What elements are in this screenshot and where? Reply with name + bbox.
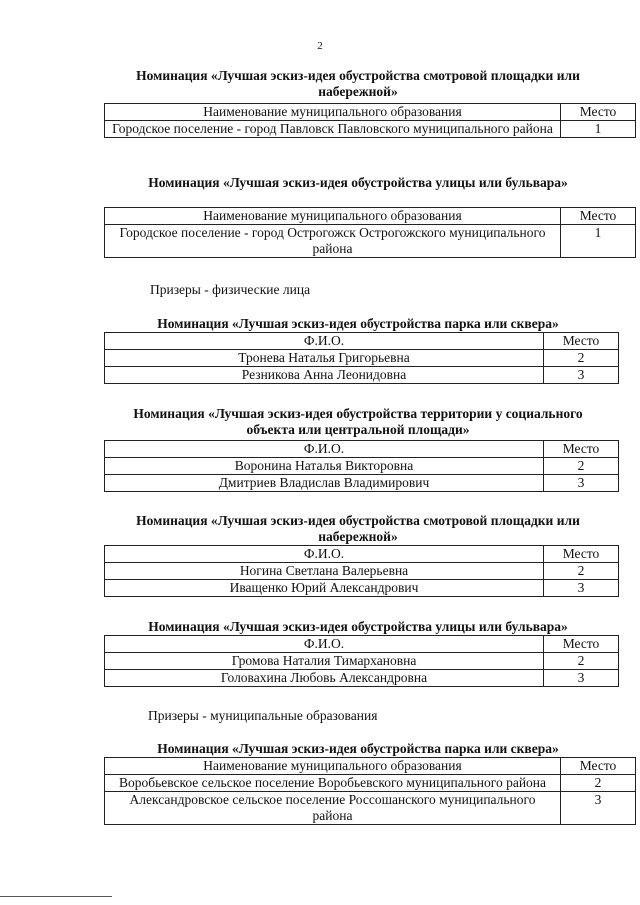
table-header-row	[105, 441, 619, 458]
row-name: Воробьевское сельское поселение Воробьевского муниципального района	[105, 775, 561, 792]
results-table	[104, 545, 619, 597]
results-table	[104, 635, 619, 687]
header-place: Место	[561, 758, 636, 775]
table-row	[105, 367, 619, 384]
table-row	[105, 225, 636, 258]
header-place: Место	[561, 208, 636, 225]
results-table	[104, 207, 636, 258]
header-name: Ф.И.О.	[105, 441, 544, 458]
results-table	[104, 332, 619, 384]
table-header-row	[105, 333, 619, 350]
row-place: 3	[561, 792, 636, 825]
row-name: Резникова Анна Леонидовна	[105, 367, 544, 384]
row-place: 3	[544, 670, 619, 687]
row-name: Ногина Светлана Валерьевна	[105, 563, 544, 580]
table-row	[105, 350, 619, 367]
row-name: Городское поселение - город Павловск Павловского муниципального района	[105, 121, 561, 138]
page-number: 2	[317, 40, 323, 52]
table-row	[105, 475, 619, 492]
table-row	[105, 121, 636, 138]
header-name: Ф.И.О.	[105, 546, 544, 563]
row-place: 1	[561, 121, 636, 138]
row-place: 2	[544, 350, 619, 367]
row-name: Головахина Любовь Александровна	[105, 670, 544, 687]
table-header-row	[105, 104, 636, 121]
section-title: Номинация «Лучшая эскиз-идея обустройства смотровой площадки или набережной»	[136, 68, 580, 99]
table-row	[105, 653, 619, 670]
table-header-row	[105, 546, 619, 563]
table-row	[105, 458, 619, 475]
row-name: Иващенко Юрий Александрович	[105, 580, 544, 597]
table-row	[105, 580, 619, 597]
row-place: 1	[561, 225, 636, 258]
section-title: Номинация «Лучшая эскиз-идея обустройства улицы или бульвара»	[148, 619, 568, 634]
results-table	[104, 757, 636, 825]
row-name: Тронева Наталья Григорьевна	[105, 350, 544, 367]
header-name: Наименование муниципального образования	[105, 104, 561, 121]
row-place: 3	[544, 580, 619, 597]
header-name: Наименование муниципального образования	[105, 758, 561, 775]
row-place: 2	[544, 563, 619, 580]
header-name: Ф.И.О.	[105, 333, 544, 350]
section-title: Номинация «Лучшая эскиз-идея обустройства улицы или бульвара»	[148, 175, 568, 190]
header-place: Место	[544, 441, 619, 458]
row-name: Воронина Наталья Викторовна	[105, 458, 544, 475]
section-title: Номинация «Лучшая эскиз-идея обустройства парка или сквера»	[157, 316, 559, 331]
footnote-rule	[0, 896, 112, 897]
table-row	[105, 775, 636, 792]
table-row	[105, 792, 636, 825]
table-row	[105, 670, 619, 687]
section-title: Номинация «Лучшая эскиз-идея обустройства парка или сквера»	[157, 741, 559, 756]
row-name: Александровское сельское поселение Россошанского муниципального района	[105, 792, 561, 825]
note-municipalities: Призеры - муниципальные образования	[148, 708, 378, 723]
row-name: Громова Наталия Тимархановна	[105, 653, 544, 670]
header-place: Место	[544, 333, 619, 350]
results-table	[104, 440, 619, 492]
header-place: Место	[544, 546, 619, 563]
row-place: 2	[544, 653, 619, 670]
row-place: 2	[544, 458, 619, 475]
table-header-row	[105, 636, 619, 653]
table-row	[105, 563, 619, 580]
note-individuals: Призеры - физические лица	[150, 282, 311, 297]
section-title: Номинация «Лучшая эскиз-идея обустройства смотровой площадки или набережной»	[136, 513, 580, 544]
row-name: Дмитриев Владислав Владимирович	[105, 475, 544, 492]
header-name: Наименование муниципального образования	[105, 208, 561, 225]
row-place: 2	[561, 775, 636, 792]
row-place: 3	[544, 475, 619, 492]
header-name: Ф.И.О.	[105, 636, 544, 653]
results-table	[104, 103, 636, 138]
row-place: 3	[544, 367, 619, 384]
header-place: Место	[561, 104, 636, 121]
table-header-row	[105, 208, 636, 225]
section-title: Номинация «Лучшая эскиз-идея обустройства территории у социального объекта или центральной площади»	[133, 406, 583, 437]
header-place: Место	[544, 636, 619, 653]
row-name: Городское поселение - город Острогожск Острогожского муниципального района	[105, 225, 561, 258]
table-header-row	[105, 758, 636, 775]
